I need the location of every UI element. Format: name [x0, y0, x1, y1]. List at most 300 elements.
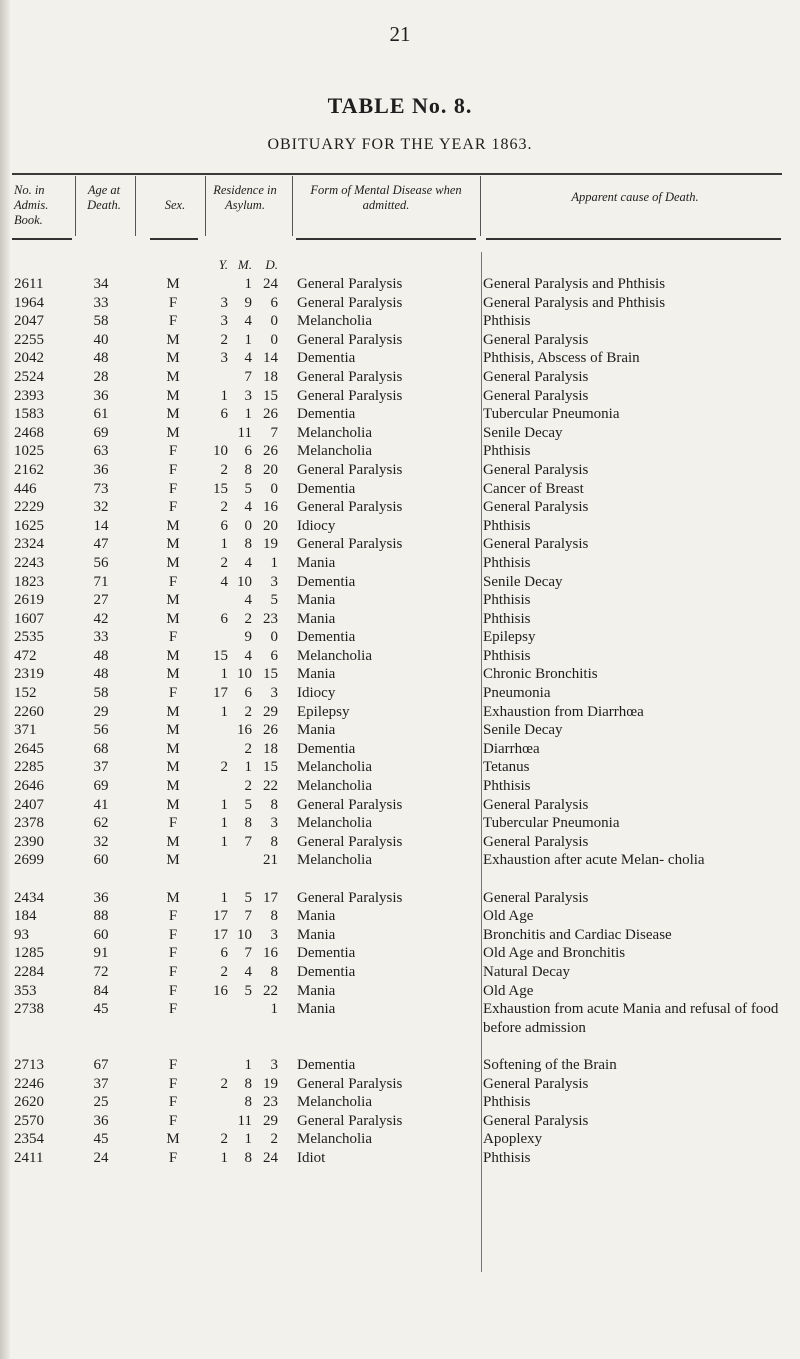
table-row: [0, 1149, 800, 1168]
mental-disease-form: General Paralysis: [297, 1112, 403, 1129]
admission-number: 2047: [14, 313, 44, 330]
sex: F: [168, 963, 178, 980]
residence-months: 1: [244, 406, 252, 423]
cause-of-death: General Paralysis: [483, 331, 589, 348]
age-at-death: 33: [93, 629, 109, 646]
residence-months: 10: [237, 666, 252, 683]
cause-of-death: Exhaustion from acute Mania and refusal of food before admission: [483, 1001, 779, 1036]
age-at-death: 58: [93, 685, 109, 702]
admission-number: 2393: [14, 387, 44, 404]
table-row: [0, 889, 800, 908]
age-at-death: 71: [93, 573, 109, 590]
sex: M: [166, 759, 180, 776]
admission-number: 1285: [14, 945, 44, 962]
mental-disease-form: Melancholia: [297, 778, 372, 795]
residence-months: 8: [244, 815, 252, 832]
sex: M: [166, 889, 180, 906]
residence-days: 22: [263, 982, 278, 999]
mental-disease-form: General Paralysis: [297, 536, 403, 553]
residence-years: 6: [220, 517, 228, 534]
cause-of-death: General Paralysis and Phthisis: [483, 276, 666, 292]
admission-number: 2255: [14, 331, 44, 348]
mental-disease-form: Melancholia: [297, 647, 372, 664]
admission-number: 2434: [14, 889, 44, 906]
age-at-death: 68: [93, 740, 109, 757]
age-at-death: 36: [93, 387, 109, 404]
page-number: 21: [389, 22, 411, 46]
residence-days: 15: [263, 759, 278, 776]
sex: F: [168, 685, 178, 702]
age-at-death: 40: [93, 331, 109, 348]
cause-of-death: General Paralysis: [483, 796, 589, 813]
admission-number: 2738: [14, 1001, 44, 1018]
column-divider: [135, 176, 136, 236]
admission-number: 2524: [14, 368, 44, 385]
sex: M: [166, 387, 180, 404]
residence-days: 8: [270, 908, 278, 925]
residence-years: 1: [220, 666, 228, 683]
residence-years: 17: [213, 908, 228, 925]
admission-number: 2285: [14, 759, 44, 776]
table-row: [0, 405, 800, 424]
residence-days: 0: [270, 331, 278, 348]
header-residence: Residence in Asylum.: [213, 183, 277, 212]
mental-disease-form: Melancholia: [297, 759, 372, 776]
admission-number: 2611: [14, 276, 44, 292]
table-row: [0, 851, 800, 888]
residence-months: 4: [244, 350, 252, 367]
mental-disease-form: General Paralysis: [297, 499, 403, 516]
table-row: [0, 424, 800, 443]
admission-number: 1625: [14, 517, 44, 534]
admission-number: 472: [14, 647, 37, 664]
mental-disease-form: General Paralysis: [297, 294, 403, 311]
column-divider: [480, 176, 481, 236]
age-at-death: 73: [93, 480, 109, 497]
cause-of-death: Senile Decay: [483, 573, 563, 590]
mental-disease-form: General Paralysis: [297, 1075, 403, 1092]
table-row: [0, 480, 800, 499]
admission-number: 1025: [14, 443, 44, 460]
table-row: [0, 498, 800, 517]
cause-of-death: Phthisis: [483, 647, 531, 664]
residence-years: 2: [220, 1131, 228, 1148]
admission-number: 371: [14, 722, 37, 739]
admission-number: 2645: [14, 740, 44, 757]
mental-disease-form: General Paralysis: [297, 796, 403, 813]
mental-disease-form: Dementia: [297, 945, 356, 962]
table-row: [0, 1000, 800, 1056]
age-at-death: 36: [93, 889, 109, 906]
cause-of-death: General Paralysis: [483, 499, 589, 516]
mental-disease-form: General Paralysis: [297, 889, 403, 906]
table-row: [0, 833, 800, 852]
residence-years: 1: [220, 889, 228, 906]
age-at-death: 41: [93, 796, 109, 813]
sex: M: [166, 368, 180, 385]
mental-disease-form: Dementia: [297, 350, 356, 367]
sex: F: [168, 908, 178, 925]
table-row: [0, 610, 800, 629]
mental-disease-form: Melancholia: [297, 443, 372, 460]
residence-days: 18: [263, 368, 278, 385]
residence-years: 16: [213, 982, 228, 999]
table-row: [0, 294, 800, 313]
age-at-death: 60: [93, 926, 109, 943]
age-at-death: 32: [93, 833, 109, 850]
unit-years: Y.: [218, 257, 228, 272]
table-row: [0, 349, 800, 368]
cause-of-death: Phthisis: [483, 1094, 531, 1111]
table-row: [0, 387, 800, 406]
mental-disease-form: Idiocy: [297, 685, 336, 702]
residence-days: 1: [270, 1001, 278, 1018]
age-at-death: 42: [93, 610, 109, 627]
residence-months: 11: [237, 1112, 252, 1129]
mental-disease-form: Dementia: [297, 573, 356, 590]
admission-number: 2570: [14, 1112, 44, 1129]
mental-disease-form: Dementia: [297, 740, 356, 757]
sex: F: [168, 1149, 178, 1166]
header-rule: [486, 238, 781, 240]
mental-disease-form: General Paralysis: [297, 276, 403, 292]
residence-days: 22: [263, 778, 278, 795]
age-at-death: 62: [93, 815, 109, 832]
table-row: [0, 926, 800, 945]
residence-days: 15: [263, 666, 278, 683]
residence-days: 6: [270, 647, 278, 664]
mental-disease-form: Mania: [297, 666, 336, 683]
sex: F: [168, 443, 178, 460]
sex: M: [166, 331, 180, 348]
table-row: [0, 647, 800, 666]
column-divider: [292, 176, 293, 236]
mental-disease-form: Epilepsy: [297, 703, 350, 720]
sex: M: [166, 517, 180, 534]
cause-of-death: Old Age: [483, 982, 534, 999]
age-at-death: 28: [93, 368, 109, 385]
table-title: TABLE No. 8.: [327, 93, 473, 118]
table-row: [0, 758, 800, 777]
admission-number: 1964: [14, 294, 44, 311]
cause-of-death: Exhaustion from Diarrhœa: [483, 703, 644, 720]
residence-days: 14: [263, 350, 278, 367]
sex: F: [168, 294, 178, 311]
residence-years: 2: [220, 1075, 228, 1092]
age-at-death: 56: [93, 722, 109, 739]
table-row: [0, 777, 800, 796]
residence-days: 16: [263, 499, 278, 516]
age-at-death: 63: [93, 443, 109, 460]
residence-days: 3: [270, 685, 278, 702]
obituary-table-body: [0, 275, 800, 1168]
residence-days: 29: [263, 1112, 278, 1129]
header-age: Age at Death.: [87, 183, 121, 212]
admission-number: 2260: [14, 703, 44, 720]
residence-months: 11: [237, 424, 252, 441]
residence-days: 0: [270, 313, 278, 330]
sex: F: [168, 573, 178, 590]
sex: M: [166, 703, 180, 720]
residence-months: 7: [244, 945, 252, 962]
residence-months: 7: [244, 908, 252, 925]
cause-of-death: General Paralysis: [483, 536, 589, 553]
residence-days: 17: [263, 889, 278, 906]
mental-disease-form: Mania: [297, 926, 336, 943]
admission-number: 2713: [14, 1056, 44, 1073]
mental-disease-form: Mania: [297, 592, 336, 609]
sex: M: [166, 647, 180, 664]
table-row: [0, 535, 800, 554]
age-at-death: 48: [93, 350, 109, 367]
residence-years: 1: [220, 703, 228, 720]
residence-months: 6: [244, 443, 252, 460]
residence-days: 20: [263, 461, 278, 478]
cause-of-death: Epilepsy: [483, 629, 536, 646]
age-at-death: 32: [93, 499, 109, 516]
header-no: No. in Admis. Book.: [14, 183, 49, 227]
sex: F: [168, 313, 178, 330]
mental-disease-form: Mania: [297, 982, 336, 999]
cause-of-death: Old Age: [483, 908, 534, 925]
residence-days: 26: [263, 722, 278, 739]
residence-months: 4: [244, 554, 252, 571]
residence-months: 0: [244, 517, 252, 534]
age-at-death: 84: [93, 982, 109, 999]
cause-of-death: Cancer of Breast: [483, 480, 584, 497]
cause-of-death: Natural Decay: [483, 963, 571, 980]
cause-of-death: General Paralysis: [483, 833, 589, 850]
sex: F: [168, 815, 178, 832]
table-row: [0, 814, 800, 833]
residence-days: 0: [270, 480, 278, 497]
residence-days: 3: [270, 1056, 278, 1073]
residence-years: 1: [220, 1149, 228, 1166]
age-at-death: 36: [93, 461, 109, 478]
mental-disease-form: Dementia: [297, 406, 356, 423]
sex: M: [166, 852, 180, 869]
residence-months: 8: [244, 1075, 252, 1092]
age-at-death: 88: [93, 908, 109, 925]
age-at-death: 27: [93, 592, 109, 609]
cause-of-death: General Paralysis: [483, 889, 589, 906]
table-row: [0, 982, 800, 1001]
cause-of-death: Tubercular Pneumonia: [483, 815, 620, 832]
admission-number: 2468: [14, 424, 44, 441]
residence-days: 16: [263, 945, 278, 962]
residence-years: 2: [220, 331, 228, 348]
header-rule: [296, 238, 476, 240]
residence-days: 26: [263, 443, 278, 460]
table-row: [0, 1112, 800, 1131]
residence-days: 2: [270, 1131, 278, 1148]
residence-days: 24: [263, 1149, 278, 1166]
admission-number: 2411: [14, 1149, 44, 1166]
residence-years: 3: [220, 350, 228, 367]
residence-months: 8: [244, 1149, 252, 1166]
residence-months: 10: [237, 926, 252, 943]
mental-disease-form: Mania: [297, 908, 336, 925]
cause-of-death: General Paralysis: [483, 461, 589, 478]
header-form: Form of Mental Disease when admitted.: [310, 183, 462, 212]
age-at-death: 47: [93, 536, 109, 553]
residence-months: 7: [244, 368, 252, 385]
age-at-death: 45: [93, 1001, 109, 1018]
sex: F: [168, 499, 178, 516]
residence-years: 1: [220, 833, 228, 850]
age-at-death: 58: [93, 313, 109, 330]
cause-of-death: Apoplexy: [483, 1131, 543, 1148]
residence-months: 1: [244, 1131, 252, 1148]
sex: M: [166, 350, 180, 367]
table-row: [0, 740, 800, 759]
admission-number: 2699: [14, 852, 44, 869]
table-row: [0, 554, 800, 573]
age-at-death: 25: [93, 1094, 109, 1111]
table-row: [0, 591, 800, 610]
table-row: [0, 1075, 800, 1094]
cause-of-death: General Paralysis: [483, 1075, 589, 1092]
residence-days: 3: [270, 815, 278, 832]
residence-months: 5: [244, 889, 252, 906]
residence-months: 4: [244, 647, 252, 664]
admission-number: 2535: [14, 629, 44, 646]
residence-days: 8: [270, 833, 278, 850]
sex: F: [168, 1075, 178, 1092]
residence-years: 2: [220, 499, 228, 516]
cause-of-death: Pneumonia: [483, 685, 551, 702]
admission-number: 184: [14, 908, 37, 925]
sex: M: [166, 1131, 180, 1148]
table-row: [0, 312, 800, 331]
residence-months: 2: [244, 778, 252, 795]
residence-months: 8: [244, 1094, 252, 1111]
admission-number: 1823: [14, 573, 44, 590]
sex: M: [166, 740, 180, 757]
mental-disease-form: Dementia: [297, 480, 356, 497]
table-row: [0, 684, 800, 703]
sex: M: [166, 536, 180, 553]
residence-days: 5: [270, 592, 278, 609]
age-at-death: 72: [93, 963, 109, 980]
residence-years: 15: [213, 647, 228, 664]
sex: F: [168, 926, 178, 943]
residence-days: 23: [263, 610, 278, 627]
cause-of-death: Senile Decay: [483, 424, 563, 441]
mental-disease-form: General Paralysis: [297, 368, 403, 385]
cause-of-death: General Paralysis and Phthisis: [483, 294, 666, 311]
mental-disease-form: Melancholia: [297, 1094, 372, 1111]
residence-months: 1: [244, 759, 252, 776]
table-row: [0, 963, 800, 982]
mental-disease-form: Melancholia: [297, 1131, 372, 1148]
mental-disease-form: Melancholia: [297, 313, 372, 330]
residence-months: 8: [244, 536, 252, 553]
admission-number: 2284: [14, 963, 44, 980]
mental-disease-form: Mania: [297, 1001, 336, 1018]
residence-days: 3: [270, 926, 278, 943]
residence-days: 29: [263, 703, 278, 720]
residence-days: 7: [270, 424, 278, 441]
admission-number: 2162: [14, 461, 44, 478]
age-at-death: 37: [93, 1075, 109, 1092]
admission-number: 2246: [14, 1075, 44, 1092]
cause-of-death: Phthisis: [483, 554, 531, 571]
residence-years: 1: [220, 387, 228, 404]
sex: F: [168, 629, 178, 646]
mental-disease-form: General Paralysis: [297, 331, 403, 348]
residence-months: 5: [244, 982, 252, 999]
residence-days: 20: [263, 517, 278, 534]
table-row: [0, 1130, 800, 1149]
admission-number: 2042: [14, 350, 44, 367]
mental-disease-form: Melancholia: [297, 424, 372, 441]
sex: F: [168, 480, 178, 497]
unit-days: D.: [265, 257, 278, 272]
residence-days: 23: [263, 1094, 278, 1111]
age-at-death: 33: [93, 294, 109, 311]
table-top-rule: [12, 173, 782, 175]
sex: M: [166, 833, 180, 850]
table-row: [0, 628, 800, 647]
age-at-death: 45: [93, 1131, 109, 1148]
table-row: [0, 721, 800, 740]
table-row: [0, 1056, 800, 1075]
residence-days: 21: [263, 852, 278, 869]
sex: M: [166, 796, 180, 813]
residence-months: 2: [244, 703, 252, 720]
admission-number: 2646: [14, 778, 44, 795]
residence-months: 2: [244, 610, 252, 627]
sex: F: [168, 1094, 178, 1111]
admission-number: 2619: [14, 592, 44, 609]
table-row: [0, 275, 800, 294]
residence-months: 9: [244, 629, 252, 646]
residence-years: 6: [220, 610, 228, 627]
age-at-death: 69: [93, 424, 109, 441]
admission-number: 1583: [14, 406, 44, 423]
residence-months: 9: [244, 294, 252, 311]
table-row: [0, 368, 800, 387]
table-row: [0, 461, 800, 480]
mental-disease-form: General Paralysis: [297, 387, 403, 404]
table-row: [0, 1093, 800, 1112]
admission-number: 2324: [14, 536, 44, 553]
cause-of-death: Phthisis: [483, 778, 531, 795]
table-row: [0, 573, 800, 592]
sex: M: [166, 666, 180, 683]
sex: M: [166, 722, 180, 739]
sex: F: [168, 982, 178, 999]
unit-months: M.: [237, 257, 252, 272]
mental-disease-form: General Paralysis: [297, 833, 403, 850]
admission-number: 446: [14, 480, 37, 497]
residence-years: 17: [213, 926, 228, 943]
sex: M: [166, 554, 180, 571]
header-cause: Apparent cause of Death.: [571, 190, 699, 204]
residence-months: 4: [244, 499, 252, 516]
admission-number: 2319: [14, 666, 44, 683]
cause-of-death: Exhaustion after acute Melan- cholia: [483, 852, 705, 869]
sex: F: [168, 1001, 178, 1018]
sex: M: [166, 276, 180, 292]
age-at-death: 34: [93, 276, 109, 292]
admission-number: 353: [14, 982, 37, 999]
table-row: [0, 442, 800, 461]
residence-months: 16: [237, 722, 252, 739]
residence-years: 4: [220, 573, 228, 590]
admission-number: 152: [14, 685, 37, 702]
